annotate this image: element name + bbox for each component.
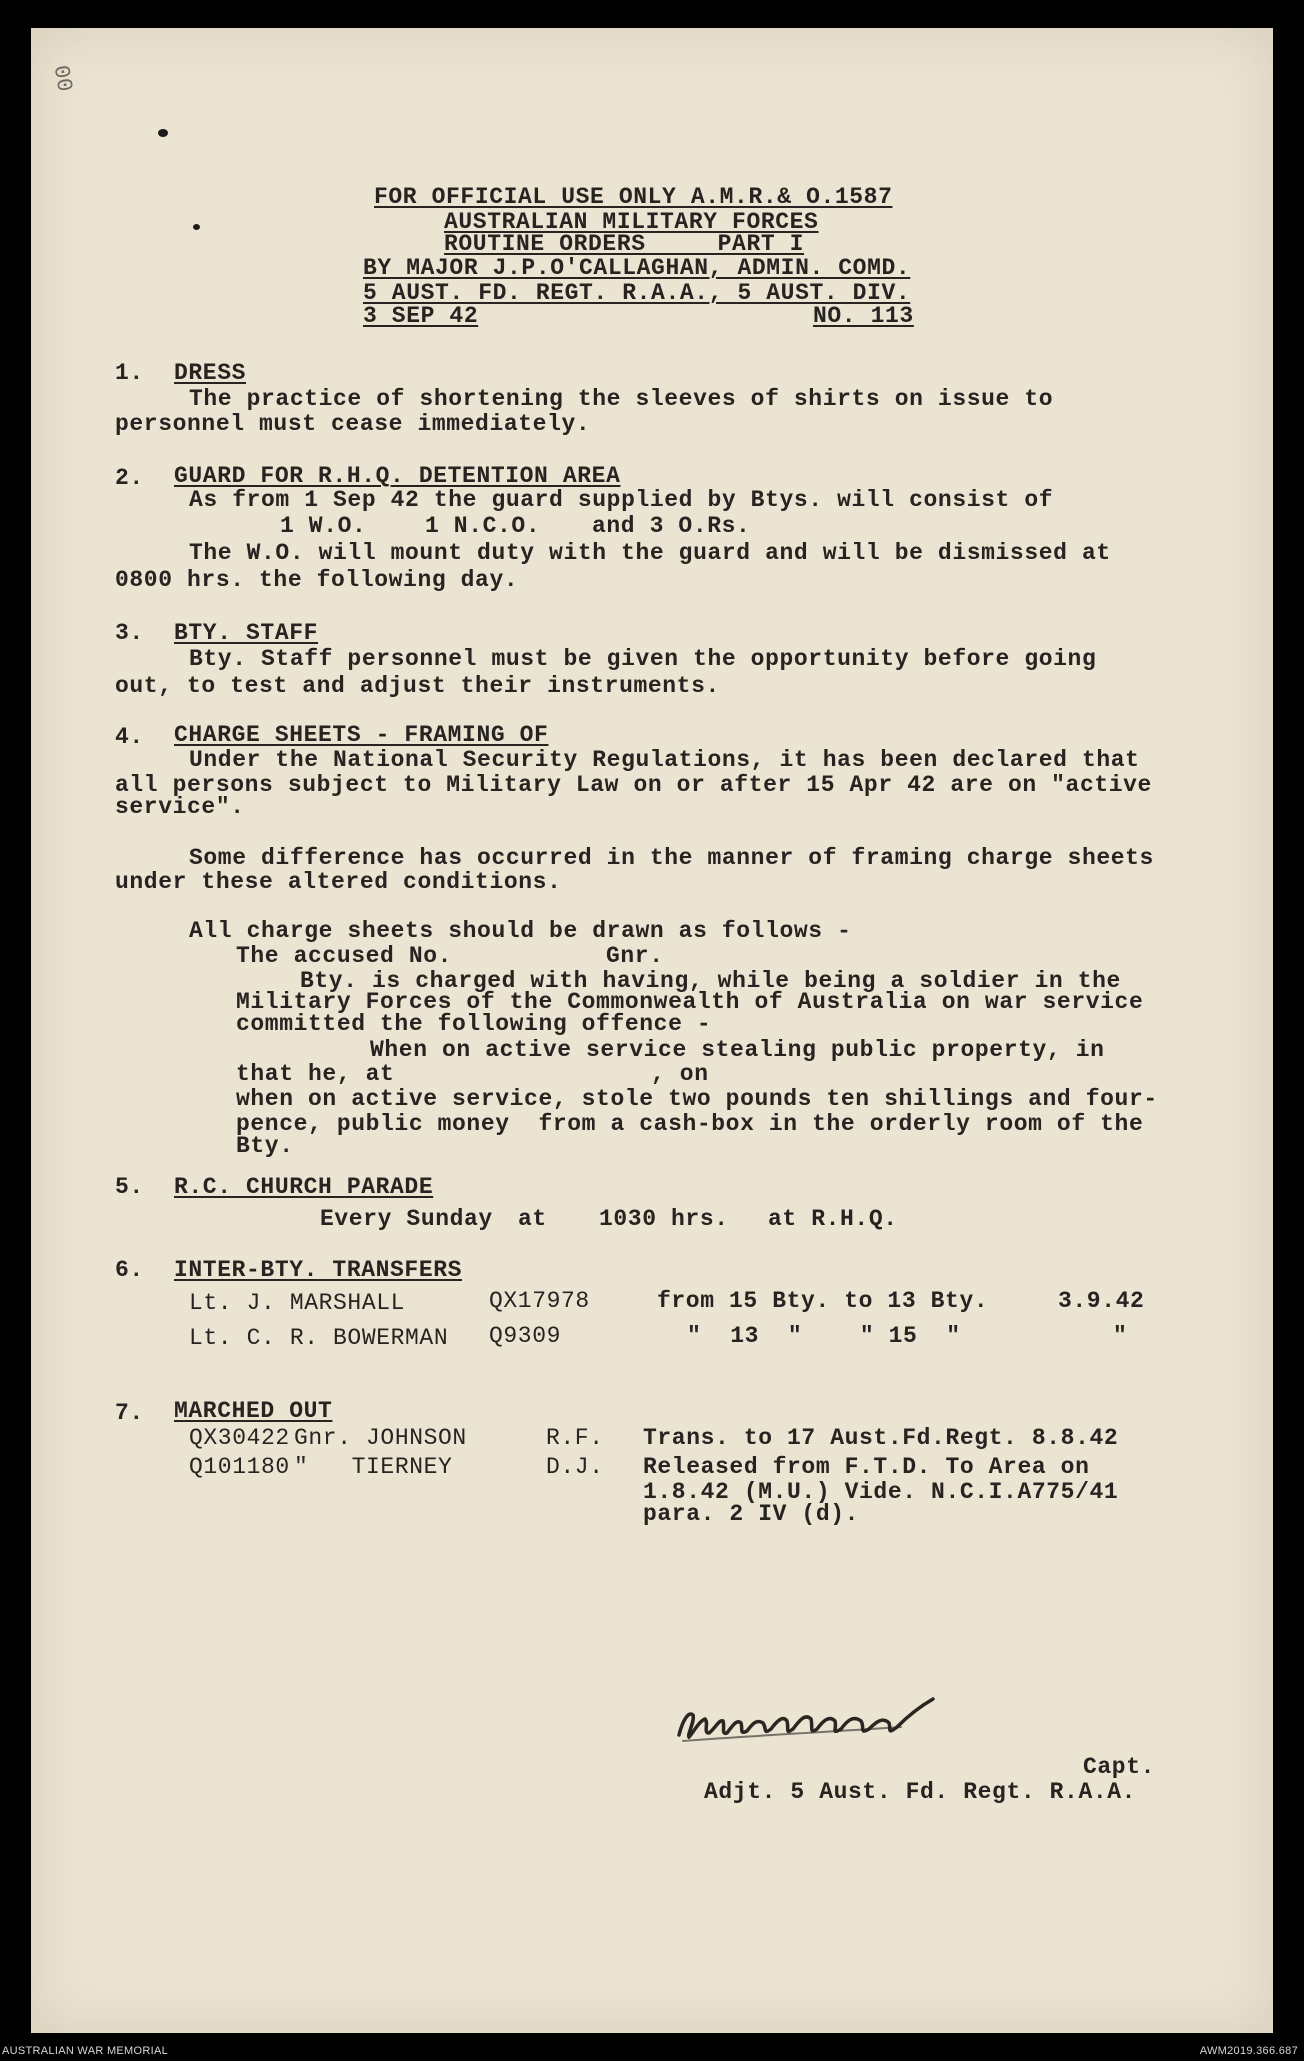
transfer-number: Q9309 — [489, 1323, 562, 1349]
item-text: service". — [115, 794, 245, 820]
soldier-rank-name: Gnr. JOHNSON — [294, 1425, 467, 1451]
footer-accession-number: AWM2019.366.687 — [1199, 2045, 1298, 2057]
item-text: Bty. Staff personnel must be given the opportunity before going — [189, 646, 1097, 672]
item-text: Some difference has occurred in the manner of framing charge sheets — [189, 845, 1154, 871]
item-title: R.C. CHURCH PARADE — [174, 1174, 434, 1200]
signature-rank: Capt. — [1083, 1754, 1156, 1780]
item-title: BTY. STAFF — [174, 620, 319, 646]
item-text: out, to test and adjust their instruments. — [115, 673, 720, 699]
handwritten-signature — [671, 1689, 1001, 1759]
transfer-date: " — [1113, 1323, 1128, 1349]
transfer-date: 3.9.42 — [1058, 1288, 1145, 1314]
header-line-4: BY MAJOR J.P.O'CALLAGHAN, ADMIN. COMD. — [363, 255, 911, 281]
footer-institution: AUSTRALIAN WAR MEMORIAL — [2, 2045, 169, 2057]
item-text: 0800 hrs. the following day. — [115, 567, 519, 593]
item-number: 4. — [115, 724, 144, 750]
form-text: Gnr. — [606, 943, 664, 969]
item-text: The practice of shortening the sleeves of shirts on issue to — [189, 386, 1054, 412]
transfer-name: Lt. C. R. BOWERMAN — [189, 1325, 449, 1351]
movement-detail: Released from F.T.D. To Area on — [643, 1454, 1090, 1480]
movement-detail: 1.8.42 (M.U.) Vide. N.C.I.A775/41 — [643, 1479, 1119, 1505]
item-text: Under the National Security Regulations, it has been declared that — [189, 747, 1140, 773]
signature-title: Adjt. 5 Aust. Fd. Regt. R.A.A. — [704, 1779, 1137, 1805]
item-number: 5. — [115, 1174, 144, 1200]
soldier-rank-name: " TIERNEY — [294, 1454, 453, 1480]
parade-time: 1030 hrs. — [599, 1206, 729, 1232]
document-page — [31, 28, 1273, 2033]
item-title: INTER-BTY. TRANSFERS — [174, 1257, 463, 1283]
soldier-number: Q101180 — [189, 1454, 290, 1480]
item-text: personnel must cease immediately. — [115, 411, 591, 437]
form-text: committed the following offence - — [236, 1011, 712, 1037]
header-line-1: FOR OFFICIAL USE ONLY A.M.R.& O.1587 — [374, 184, 893, 210]
form-text: , on — [651, 1061, 709, 1087]
form-text: Bty. — [236, 1133, 294, 1159]
form-text: When on active service stealing public property, in — [370, 1037, 1105, 1063]
ink-mark — [193, 224, 200, 230]
movement-detail: para. 2 IV (d). — [643, 1501, 860, 1527]
form-text: Bty. is charged with having, while being a soldier in the — [300, 968, 1121, 994]
header-line-2: AUSTRALIAN MILITARY FORCES — [444, 209, 819, 235]
item-number: 6. — [115, 1257, 144, 1283]
soldier-initials: D.J. — [546, 1454, 604, 1480]
item-number: 7. — [115, 1400, 144, 1426]
form-text: The accused No. — [236, 943, 453, 969]
header-date: 3 SEP 42 — [363, 303, 479, 329]
item-number: 1. — [115, 360, 144, 386]
item-title: GUARD FOR R.H.Q. DETENTION AREA — [174, 463, 621, 489]
guard-nco: 1 N.C.O. — [425, 513, 541, 539]
item-title: DRESS — [174, 360, 247, 386]
item-number: 2. — [115, 465, 144, 491]
parade-location: at R.H.Q. — [768, 1206, 898, 1232]
form-text: that he, at — [236, 1061, 395, 1087]
item-text: all persons subject to Military Law on or after 15 Apr 42 are on "active — [115, 772, 1152, 798]
transfer-number: QX17978 — [489, 1288, 590, 1314]
ink-mark — [158, 129, 168, 137]
header-line-5: 5 AUST. FD. REGT. R.A.A., 5 AUST. DIV. — [363, 280, 911, 306]
soldier-initials: R.F. — [546, 1425, 604, 1451]
form-text: Military Forces of the Commonwealth of Australia on war service — [236, 989, 1144, 1015]
corner-handwritten-mark: 00 — [47, 63, 77, 94]
transfer-detail: from 15 Bty. to 13 Bty. — [657, 1288, 989, 1314]
transfer-name: Lt. J. MARSHALL — [189, 1290, 406, 1316]
parade-at: at — [518, 1206, 547, 1232]
soldier-number: QX30422 — [189, 1425, 290, 1451]
item-title: MARCHED OUT — [174, 1398, 333, 1424]
item-text: As from 1 Sep 42 the guard supplied by Btys. will consist of — [189, 487, 1054, 513]
guard-wo: 1 W.O. — [280, 513, 367, 539]
form-text: when on active service, stole two pounds ten shillings and four- — [236, 1086, 1158, 1112]
transfer-detail: " 13 " " 15 " — [687, 1323, 961, 1349]
header-line-3: ROUTINE ORDERS PART I — [444, 231, 805, 257]
item-title: CHARGE SHEETS - FRAMING OF — [174, 722, 549, 748]
guard-ors: and 3 O.Rs. — [592, 513, 751, 539]
item-text: under these altered conditions. — [115, 869, 562, 895]
item-text: All charge sheets should be drawn as follows - — [189, 918, 852, 944]
footer-accession — [1200, 2045, 1298, 2057]
form-text: pence, public money from a cash-box in the orderly room of the — [236, 1111, 1144, 1137]
item-text: The W.O. will mount duty with the guard and will be dismissed at — [189, 540, 1111, 566]
footer-credit — [2, 2045, 168, 2057]
item-number: 3. — [115, 620, 144, 646]
movement-detail: Trans. to 17 Aust.Fd.Regt. 8.8.42 — [643, 1425, 1119, 1451]
header-order-number: NO. 113 — [813, 303, 914, 329]
parade-day: Every Sunday — [320, 1206, 493, 1232]
